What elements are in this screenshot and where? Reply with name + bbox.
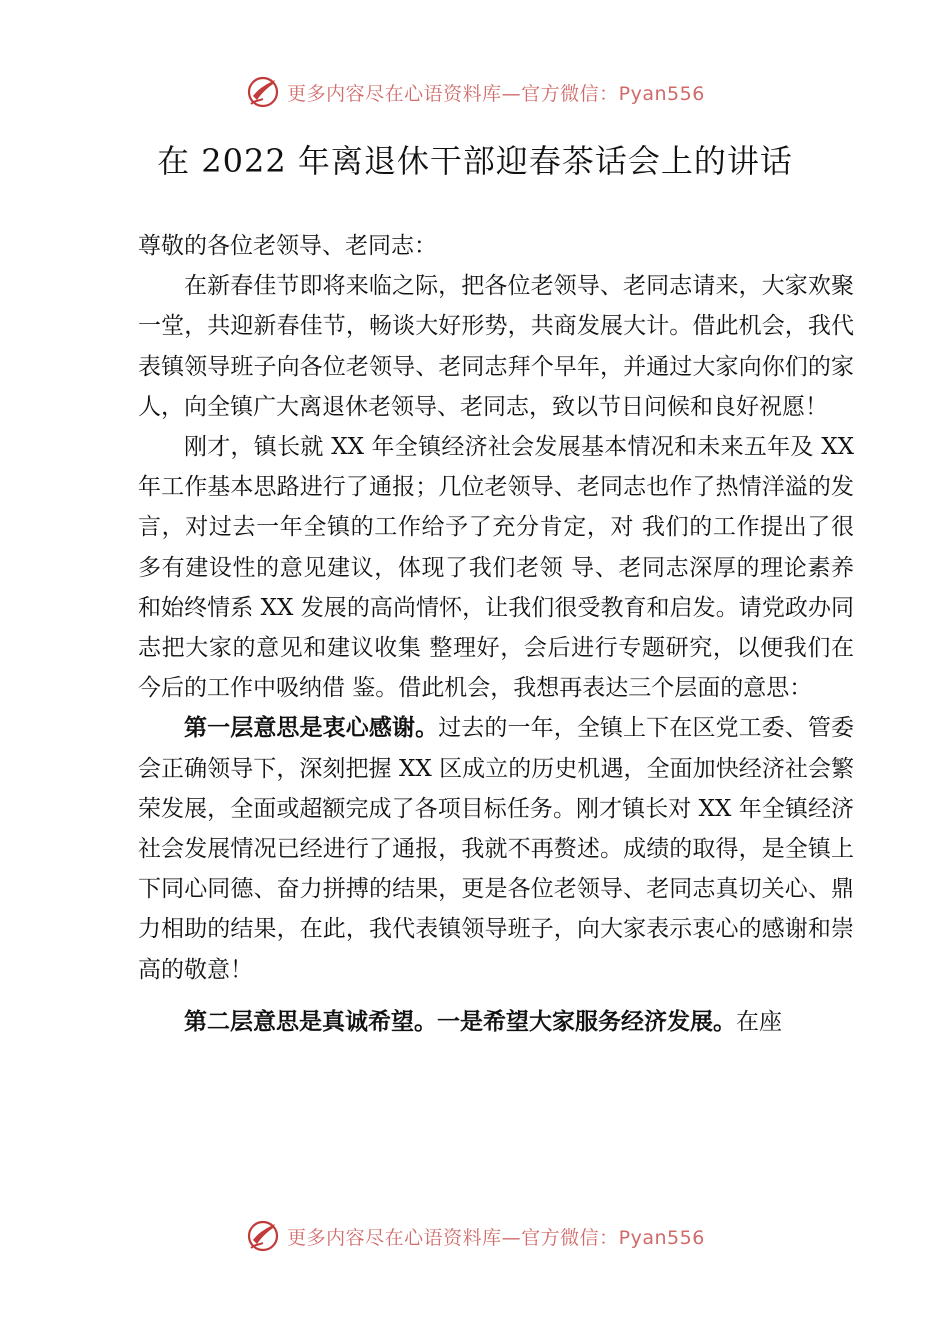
pen-circle-logo-icon	[245, 74, 281, 110]
paragraph-1: 在新春佳节即将来临之际，把各位老领导、老同志请来，大家欢聚一堂，共迎新春佳节，畅谈大好形势，共商发展大计。借此机会，我代表镇领导班子向各位老领导、老同志拜个早年，并通过大家向你们的家人，向全镇广大离退休老领导、老同志，致以节日问候和良好祝愿！	[138, 273, 854, 420]
footer-watermark-banner	[0, 1216, 950, 1256]
paragraph-3	[138, 708, 854, 989]
paragraph-2: 刚才，镇长就 XX 年全镇经济社会发展基本情况和未来五年及 XX 年工作基本思路进行了通报；几位老领导、老同志也作了热情洋溢的发言，对过去一年全镇的工作给予了充分肯定，对 我们的工作提出了很多有建设性的意见建议，体现了我们老领 导、老同志深厚的理论素养和始终情系 XX 发展的高尚情怀，让我们很受教育和启发。请党政办同志把大家的意见和建议收集 整理好，会后进行专题研究，以便我们在今后的工作中吸纳借 鉴。借此机会，我想再表达三个层面的意思：	[138, 434, 854, 702]
salutation: 尊敬的各位老领导、老同志：	[138, 233, 437, 259]
paragraph-3-body: 过去的一年，全镇上下在区党工委、管委会正确领导下，深刻把握 XX 区成立的历史机遇，全面加快经济社会繁荣发展，全面或超额完成了各项目标任务。刚才镇长对 XX 年全镇经济社会发展情况已经进行了通报，我就不再赘述。成绩的取得，是全镇上下同心同德、奋力拼搏的结果，更是各位老领导、老同志真切关心、鼎力相助的结果，在此，我代表镇领导班子，向大家表示衷心的感谢和崇高的敬意！	[138, 715, 855, 983]
pen-circle-logo-icon	[245, 1218, 281, 1254]
paragraph-3-heading: 第一层意思是衷心感谢。	[184, 714, 439, 742]
document-title: 在 2022 年离退休干部迎春茶话会上的讲话	[157, 142, 793, 180]
footer-watermark-text: 更多内容尽在心语资料库—官方微信：Pyan556	[287, 1226, 705, 1249]
paragraph-4-body: 在座	[736, 1008, 782, 1035]
paragraph-4-subheading: 一是希望大家服务经济发展。	[437, 1008, 736, 1035]
header-watermark-text: 更多内容尽在心语资料库—官方微信：Pyan556	[287, 82, 705, 105]
paragraph-4	[138, 1002, 854, 1042]
document-body	[138, 226, 854, 1042]
paragraph-4-heading: 第二层意思是真诚希望。	[184, 1007, 437, 1035]
header-watermark-banner	[0, 72, 950, 112]
